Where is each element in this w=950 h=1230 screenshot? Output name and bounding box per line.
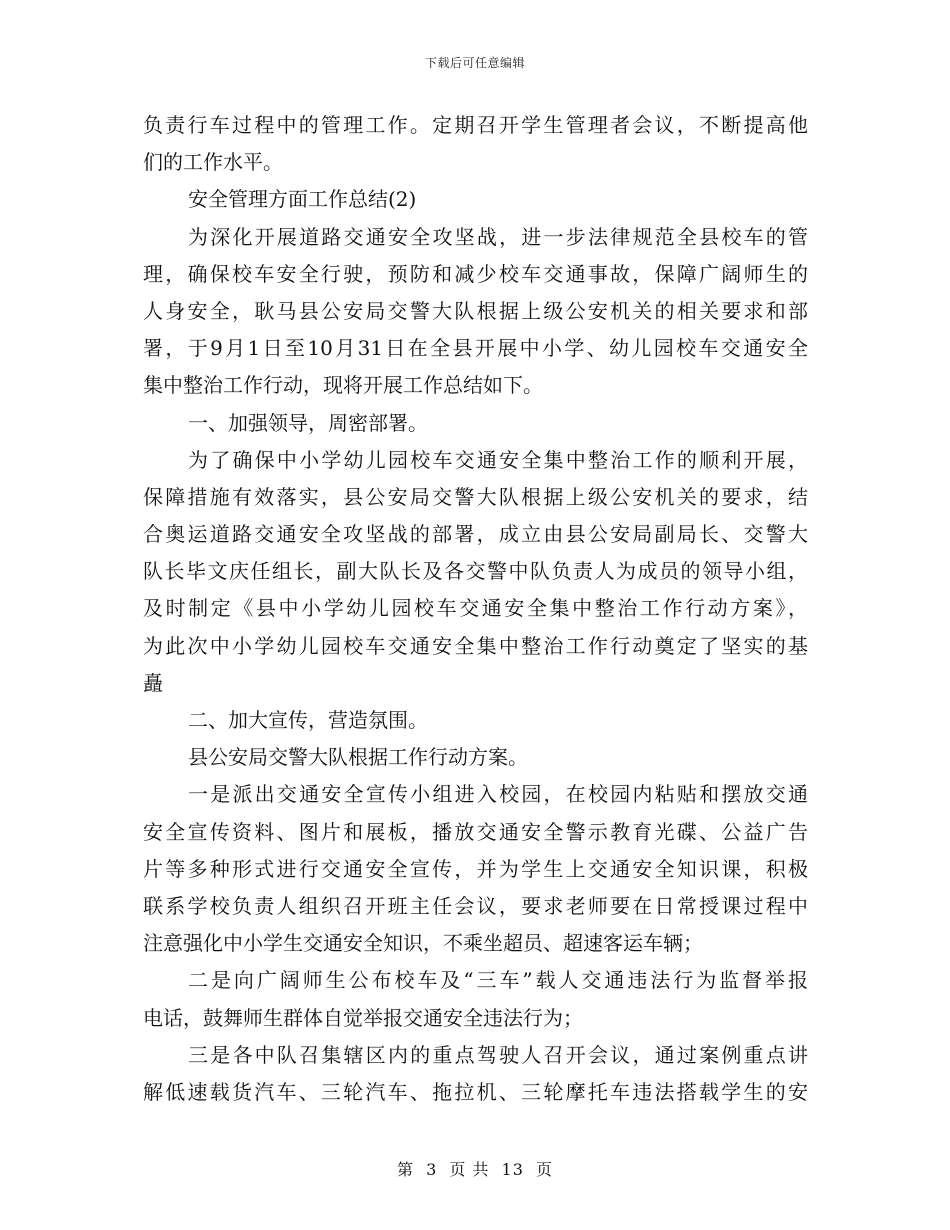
text-line: 一是派出交通安全宣传小组进入校园，在校园内粘贴和摆放交通 xyxy=(188,782,808,807)
text-line: 负责行车过程中的管理工作。定期召开学生管理者会议，不断提高他 xyxy=(143,113,808,137)
page-label-prefix: 第 xyxy=(396,1160,414,1179)
text-line: 理，确保校车安全行驶，预防和减少校车交通事故，保障广阔师生的 xyxy=(143,261,808,286)
document-body xyxy=(143,107,808,1111)
text-line: 及时制定《县中小学幼儿园校车交通安全集中整治工作行动方案》， xyxy=(143,596,808,621)
text-line: 二、加大宣传，营造氛围。 xyxy=(188,708,428,732)
text-line: 为了确保中小学幼儿园校车交通安全集中整治工作的顺利开展， xyxy=(188,447,808,472)
text-line: 为此次中小学幼儿园校车交通安全集中整治工作行动奠定了坚实的基 xyxy=(143,633,808,658)
text-line: 二是向广阔师生公布校车及“三车”载人交通违法行为监督举报 xyxy=(188,968,808,993)
text-line: 联系学校负责人组织召开班主任会议，要求老师要在日常授课过程中 xyxy=(143,893,808,918)
page-label-middle: 页 共 xyxy=(449,1160,490,1179)
page-label-suffix: 页 xyxy=(536,1160,554,1179)
text-line: 合奥运道路交通安全攻坚战的部署，成立由县公安局副局长、交警大 xyxy=(143,522,808,547)
text-line: 人身安全，耿马县公安局交警大队根据上级公安机关的相关要求和部 xyxy=(143,298,808,323)
text-line: 安全管理方面工作总结(2) xyxy=(188,187,417,212)
text-line: 一、加强领导，周密部署。 xyxy=(188,410,428,435)
text-line: 署，于9月1日至10月31日在全县开展中小学、幼儿园校车交通安全 xyxy=(143,336,808,361)
page-header: 下载后可任意编辑 xyxy=(424,56,525,70)
text-line: 集中整治工作行动，现将开展工作总结如下。 xyxy=(143,373,543,398)
total-page-count: 13 xyxy=(501,1160,524,1179)
text-line: 队长毕文庆任组长，副大队长及各交警中队负责人为成员的领导小组， xyxy=(143,559,808,584)
text-line: 安全宣传资料、图片和展板，播放交通安全警示教育光碟、公益广告 xyxy=(143,819,808,844)
text-line: 解低速载货汽车、三轮汽车、拖拉机、三轮摩托车违法搭载学生的安 xyxy=(143,1079,808,1104)
text-line: 为深化开展道路交通安全攻坚战，进一步法律规范全县校车的管 xyxy=(188,224,808,249)
page-footer xyxy=(0,1157,950,1180)
current-page-number: 3 xyxy=(426,1160,438,1179)
text-line: 保障措施有效落实，县公安局交警大队根据上级公安机关的要求，结 xyxy=(143,484,808,509)
text-line: 矗 xyxy=(143,670,163,695)
text-line: 县公安局交警大队根据工作行动方案。 xyxy=(188,745,528,770)
text-line: 片等多种形式进行交通安全宣传，并为学生上交通安全知识课，积极 xyxy=(143,856,808,881)
text-line: 三是各中队召集辖区内的重点驾驶人召开会议，通过案例重点讲 xyxy=(188,1042,808,1067)
text-line: 注意强化中小学生交通安全知识，不乘坐超员、超速客运车辆； xyxy=(143,931,703,956)
text-line: 们的工作水平。 xyxy=(143,150,283,175)
text-line: 电话，鼓舞师生群体自觉举报交通安全违法行为； xyxy=(143,1005,583,1030)
